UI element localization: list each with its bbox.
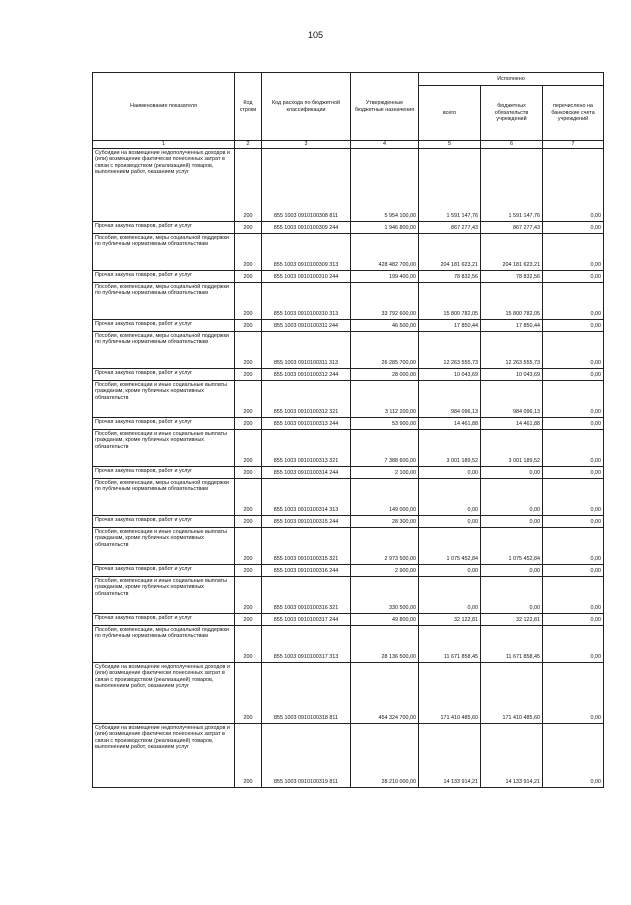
row-approved: 428 482 700,00 (351, 233, 419, 270)
row-executed-institutions: 0,00 (481, 576, 543, 613)
row-executed-transferred: 0,00 (543, 625, 604, 662)
row-executed-total: 11 671 858,45 (419, 625, 481, 662)
table-row (93, 417, 604, 429)
row-approved: 7 388 600,00 (351, 429, 419, 466)
table-row (93, 221, 604, 233)
row-budget-code: 855 1003 0910100309 244 (262, 221, 351, 233)
row-executed-transferred: 0,00 (543, 270, 604, 282)
row-executed-institutions: 0,00 (481, 466, 543, 478)
table-row (93, 466, 604, 478)
row-budget-code: 855 1003 0910100318 811 (262, 662, 351, 723)
row-approved: 2 900,00 (351, 564, 419, 576)
page-number: 105 (307, 30, 324, 40)
row-executed-institutions: 0,00 (481, 478, 543, 515)
row-approved: 1 946 800,00 (351, 221, 419, 233)
row-name: Субсидии на возмещение недополученных доходов и (или) возмещение фактически понесенных затрат в связи с производством (реализацией) товаров, выполнением работ, оказанием услуг (93, 662, 235, 723)
row-line-code: 200 (235, 466, 262, 478)
row-approved: 199 400,00 (351, 270, 419, 282)
row-approved: 28 136 500,00 (351, 625, 419, 662)
header-transferred: перечислено на банковские счета учреждений (543, 86, 604, 141)
table-row (93, 515, 604, 527)
row-budget-code: 855 1003 0910100311 313 (262, 331, 351, 368)
row-approved: 330 500,00 (351, 576, 419, 613)
row-executed-institutions: 12 263 555,73 (481, 331, 543, 368)
row-executed-transferred: 0,00 (543, 564, 604, 576)
row-approved: 33 792 600,00 (351, 282, 419, 319)
row-line-code: 200 (235, 282, 262, 319)
row-executed-total: 204 181 623,21 (419, 233, 481, 270)
row-line-code: 200 (235, 221, 262, 233)
table-row (93, 282, 604, 319)
table-row (93, 576, 604, 613)
row-executed-institutions: 1 075 452,84 (481, 527, 543, 564)
row-executed-institutions: 17 850,44 (481, 319, 543, 331)
row-line-code: 200 (235, 270, 262, 282)
row-executed-total: 867 277,43 (419, 221, 481, 233)
row-name: Прочая закупка товаров, работ и услуг (93, 564, 235, 576)
row-line-code: 200 (235, 527, 262, 564)
row-name: Прочая закупка товаров, работ и услуг (93, 515, 235, 527)
row-executed-institutions: 867 277,43 (481, 221, 543, 233)
row-executed-transferred: 0,00 (543, 576, 604, 613)
row-line-code: 200 (235, 319, 262, 331)
column-number: 4 (351, 141, 419, 149)
row-executed-transferred: 0,00 (543, 478, 604, 515)
row-name: Пособия, компенсации, меры социальной поддержки по публичным нормативным обязательствам (93, 478, 235, 515)
header-institutions: бюджетных обязательств учреждений (481, 86, 543, 141)
row-name: Прочая закупка товаров, работ и услуг (93, 270, 235, 282)
row-executed-institutions: 984 096,13 (481, 380, 543, 417)
row-budget-code: 855 1003 0910100316 321 (262, 576, 351, 613)
row-line-code: 200 (235, 380, 262, 417)
row-executed-institutions: 32 122,81 (481, 613, 543, 625)
row-executed-total: 0,00 (419, 466, 481, 478)
header-budget-code: Код расхода по бюджетной классификации (262, 73, 351, 141)
row-executed-total: 1 075 452,84 (419, 527, 481, 564)
row-executed-institutions: 15 800 782,05 (481, 282, 543, 319)
row-executed-institutions: 171 410 485,60 (481, 662, 543, 723)
row-executed-transferred: 0,00 (543, 723, 604, 787)
row-executed-total: 14 461,88 (419, 417, 481, 429)
row-name: Пособия, компенсации, меры социальной поддержки по публичным нормативным обязательствам (93, 233, 235, 270)
row-name: Пособия, компенсации, меры социальной поддержки по публичным нормативным обязательствам (93, 282, 235, 319)
row-approved: 3 112 200,00 (351, 380, 419, 417)
row-executed-transferred: 0,00 (543, 221, 604, 233)
table-row (93, 368, 604, 380)
table-row (93, 478, 604, 515)
row-line-code: 200 (235, 576, 262, 613)
row-name: Прочая закупка товаров, работ и услуг (93, 613, 235, 625)
row-approved: 49 800,00 (351, 613, 419, 625)
row-executed-total: 0,00 (419, 515, 481, 527)
row-executed-total: 17 850,44 (419, 319, 481, 331)
row-approved: 149 000,00 (351, 478, 419, 515)
row-executed-total: 3 001 189,52 (419, 429, 481, 466)
row-budget-code: 855 1003 0910100317 313 (262, 625, 351, 662)
row-line-code: 200 (235, 429, 262, 466)
row-executed-total: 0,00 (419, 576, 481, 613)
row-name: Субсидии на возмещение недополученных доходов и (или) возмещение фактически понесенных затрат в связи с производством (реализацией) товаров, выполнением работ, оказанием услуг (93, 148, 235, 221)
budget-execution-table (92, 72, 604, 788)
table-row (93, 380, 604, 417)
row-name: Субсидии на возмещение недополученных доходов и (или) возмещение фактически понесенных затрат в связи с производством (реализацией) товаров, выполнением работ, оказанием услуг (93, 723, 235, 787)
row-line-code: 200 (235, 625, 262, 662)
row-name: Пособия, компенсации, меры социальной поддержки по публичным нормативным обязательствам (93, 625, 235, 662)
row-line-code: 200 (235, 148, 262, 221)
row-name: Прочая закупка товаров, работ и услуг (93, 319, 235, 331)
row-budget-code: 855 1003 0910100311 244 (262, 319, 351, 331)
row-executed-transferred: 0,00 (543, 613, 604, 625)
row-budget-code: 855 1003 0910100310 313 (262, 282, 351, 319)
row-executed-total: 10 043,69 (419, 368, 481, 380)
row-budget-code: 855 1003 0910100312 321 (262, 380, 351, 417)
row-line-code: 200 (235, 662, 262, 723)
row-line-code: 200 (235, 368, 262, 380)
row-budget-code: 855 1003 0910100315 244 (262, 515, 351, 527)
row-executed-transferred: 0,00 (543, 515, 604, 527)
row-executed-total: 14 133 914,21 (419, 723, 481, 787)
row-line-code: 200 (235, 564, 262, 576)
row-budget-code: 855 1003 0910100309 313 (262, 233, 351, 270)
row-name: Пособия, компенсации, меры социальной поддержки по публичным нормативным обязательствам (93, 331, 235, 368)
column-number: 6 (481, 141, 543, 149)
table-row (93, 233, 604, 270)
row-executed-transferred: 0,00 (543, 148, 604, 221)
header-total: всего (419, 86, 481, 141)
row-budget-code: 855 1003 0910100312 244 (262, 368, 351, 380)
row-approved: 454 324 700,00 (351, 662, 419, 723)
row-name: Пособия, компенсации и иные социальные выплаты гражданам, кроме публичных нормативных обязательств (93, 527, 235, 564)
row-name: Пособия, компенсации и иные социальные выплаты гражданам, кроме публичных нормативных обязательств (93, 380, 235, 417)
row-budget-code: 855 1003 0910100317 244 (262, 613, 351, 625)
row-executed-total: 78 832,56 (419, 270, 481, 282)
table-row (93, 662, 604, 723)
row-name: Прочая закупка товаров, работ и услуг (93, 221, 235, 233)
row-executed-transferred: 0,00 (543, 282, 604, 319)
row-executed-institutions: 0,00 (481, 564, 543, 576)
table-row (93, 527, 604, 564)
row-executed-total: 984 096,13 (419, 380, 481, 417)
row-line-code: 200 (235, 478, 262, 515)
row-approved: 28 300,00 (351, 515, 419, 527)
row-approved: 46 500,00 (351, 319, 419, 331)
header-line-code: Код строки (235, 73, 262, 141)
row-approved: 28 210 000,00 (351, 723, 419, 787)
row-approved: 2 100,00 (351, 466, 419, 478)
row-approved: 26 285 700,00 (351, 331, 419, 368)
row-budget-code: 855 1003 0910100316 244 (262, 564, 351, 576)
row-name: Пособия, компенсации и иные социальные выплаты гражданам, кроме публичных нормативных обязательств (93, 576, 235, 613)
row-line-code: 200 (235, 515, 262, 527)
row-name: Прочая закупка товаров, работ и услуг (93, 368, 235, 380)
row-executed-transferred: 0,00 (543, 233, 604, 270)
row-approved: 28 000,00 (351, 368, 419, 380)
row-budget-code: 855 1003 0910100313 244 (262, 417, 351, 429)
row-approved: 2 973 500,00 (351, 527, 419, 564)
row-budget-code: 855 1003 0910100314 244 (262, 466, 351, 478)
row-executed-institutions: 1 591 147,76 (481, 148, 543, 221)
row-executed-institutions: 14 461,88 (481, 417, 543, 429)
row-executed-institutions: 204 181 623,21 (481, 233, 543, 270)
row-approved: 5 954 100,00 (351, 148, 419, 221)
row-executed-transferred: 0,00 (543, 466, 604, 478)
header-executed: Исполнено (419, 73, 604, 86)
row-executed-total: 171 410 485,60 (419, 662, 481, 723)
row-executed-transferred: 0,00 (543, 319, 604, 331)
row-line-code: 200 (235, 723, 262, 787)
row-executed-institutions: 78 832,56 (481, 270, 543, 282)
row-name: Пособия, компенсации и иные социальные выплаты гражданам, кроме публичных нормативных обязательств (93, 429, 235, 466)
table-row (93, 429, 604, 466)
table-body (93, 148, 604, 787)
row-budget-code: 855 1003 0910100313 321 (262, 429, 351, 466)
row-approved: 53 900,00 (351, 417, 419, 429)
row-name: Прочая закупка товаров, работ и услуг (93, 417, 235, 429)
table-row (93, 148, 604, 221)
row-executed-transferred: 0,00 (543, 380, 604, 417)
row-budget-code: 855 1003 0910100314 313 (262, 478, 351, 515)
row-name: Прочая закупка товаров, работ и услуг (93, 466, 235, 478)
row-executed-transferred: 0,00 (543, 417, 604, 429)
row-line-code: 200 (235, 417, 262, 429)
row-executed-institutions: 14 133 914,21 (481, 723, 543, 787)
row-executed-total: 1 591 147,76 (419, 148, 481, 221)
row-executed-transferred: 0,00 (543, 368, 604, 380)
column-number: 3 (262, 141, 351, 149)
row-executed-transferred: 0,00 (543, 331, 604, 368)
row-budget-code: 855 1003 0910100308 811 (262, 148, 351, 221)
table-row (93, 319, 604, 331)
header-approved: Утвержденные бюджетные назначения (351, 73, 419, 141)
row-executed-total: 32 122,81 (419, 613, 481, 625)
row-executed-total: 0,00 (419, 478, 481, 515)
column-number: 2 (235, 141, 262, 149)
row-line-code: 200 (235, 233, 262, 270)
row-line-code: 200 (235, 613, 262, 625)
row-executed-transferred: 0,00 (543, 662, 604, 723)
row-budget-code: 855 1003 0910100315 321 (262, 527, 351, 564)
column-number: 7 (543, 141, 604, 149)
row-executed-institutions: 3 001 189,52 (481, 429, 543, 466)
row-executed-institutions: 10 043,69 (481, 368, 543, 380)
row-budget-code: 855 1003 0910100310 244 (262, 270, 351, 282)
row-executed-total: 12 263 555,73 (419, 331, 481, 368)
row-executed-transferred: 0,00 (543, 527, 604, 564)
column-number: 1 (93, 141, 235, 149)
table-row (93, 331, 604, 368)
row-line-code: 200 (235, 331, 262, 368)
row-budget-code: 855 1003 0910100319 811 (262, 723, 351, 787)
table-row (93, 723, 604, 787)
row-executed-transferred: 0,00 (543, 429, 604, 466)
column-number: 5 (419, 141, 481, 149)
header-name: Наименование показателя (93, 73, 235, 141)
row-executed-total: 0,00 (419, 564, 481, 576)
table-row (93, 564, 604, 576)
table-row (93, 625, 604, 662)
row-executed-institutions: 11 671 858,45 (481, 625, 543, 662)
row-executed-institutions: 0,00 (481, 515, 543, 527)
table-row (93, 613, 604, 625)
table-row (93, 270, 604, 282)
row-executed-total: 15 800 782,05 (419, 282, 481, 319)
